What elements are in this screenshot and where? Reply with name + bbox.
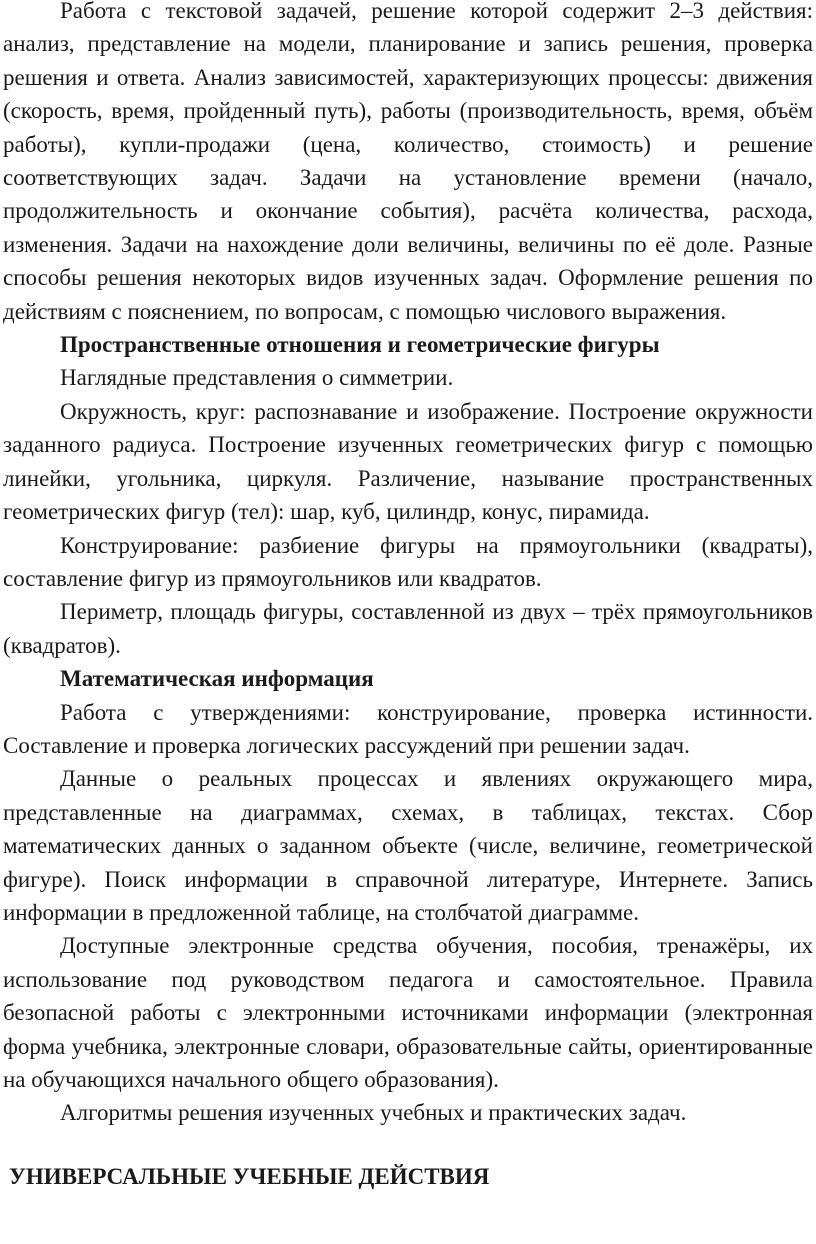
paragraph-statements: Работа с утверждениями: конструирование, проверка истинности. Составление и проверка логических рассуждений при решении задач. (3, 699, 813, 758)
section-title: УНИВЕРСАЛЬНЫЕ УЧЕБНЫЕ ДЕЙСТВИЯ (9, 1163, 490, 1189)
paragraph-circle: Окружность, круг: распознавание и изображение. Построение окружности заданного радиуса. Построение изученных геометрических фигур с помощью линейки, угольника, циркуля. Различение, называние пространственных геометрических фигур (тел): шар, куб, цилиндр, конус, пирамида. (3, 398, 813, 525)
paragraph-symmetry: Наглядные представления о симметрии. (60, 365, 454, 391)
paragraph-algorithms: Алгоритмы решения изученных учебных и практических задач. (60, 1100, 687, 1126)
paragraph-construction: Конструирование: разбиение фигуры на прямоугольники (квадраты), составление фигур из прямоугольников или квадратов. (3, 532, 813, 591)
paragraph-perimeter: Периметр, площадь фигуры, составленной из двух – трёх прямоугольников (квадратов). (3, 599, 813, 658)
paragraph-electronic-tools: Доступные электронные средства обучения, пособия, тренажёры, их использование под руководством педагога и самостоятельное. Правила безопасной работы с электронными источниками информации (электронная форма учебника, электронные словари, образовательные сайты, ориентированные на обучающихся начального общего образования). (3, 933, 813, 1092)
paragraph-data: Данные о реальных процессах и явлениях окружающего мира, представленные на диаграммах, схемах, в таблицах, текстах. Сбор математических данных о заданном объекте (числе, величине, геометрической фигуре). Поиск информации в справочной литературе, Интернете. Запись информации в предложенной таблице, на столбчатой диаграмме. (3, 766, 813, 925)
heading-spatial-relations: Пространственные отношения и геометрические фигуры (60, 332, 660, 358)
heading-math-information: Математическая информация (60, 666, 374, 692)
document-body (3, 0, 813, 1193)
paragraph-text-problems: Работа с текстовой задачей, решение которой содержит 2–3 действия: анализ, представление на модели, планирование и запись решения, проверка решения и ответа. Анализ зависимостей, характеризующих процессы: движения (скорость, время, пройденный путь), работы (производительность, время, объём работы), купли-продажи (цена, количество, стоимость) и решение соответствующих задач. Задачи на установление времени (начало, продолжительность и окончание события), расчёта количества, расхода, изменения. Задачи на нахождение доли величины, величины по её доле. Разные способы решения некоторых видов изученных задач. Оформление решения по действиям с пояснением, по вопросам, с помощью числового выражения. (3, 0, 813, 324)
